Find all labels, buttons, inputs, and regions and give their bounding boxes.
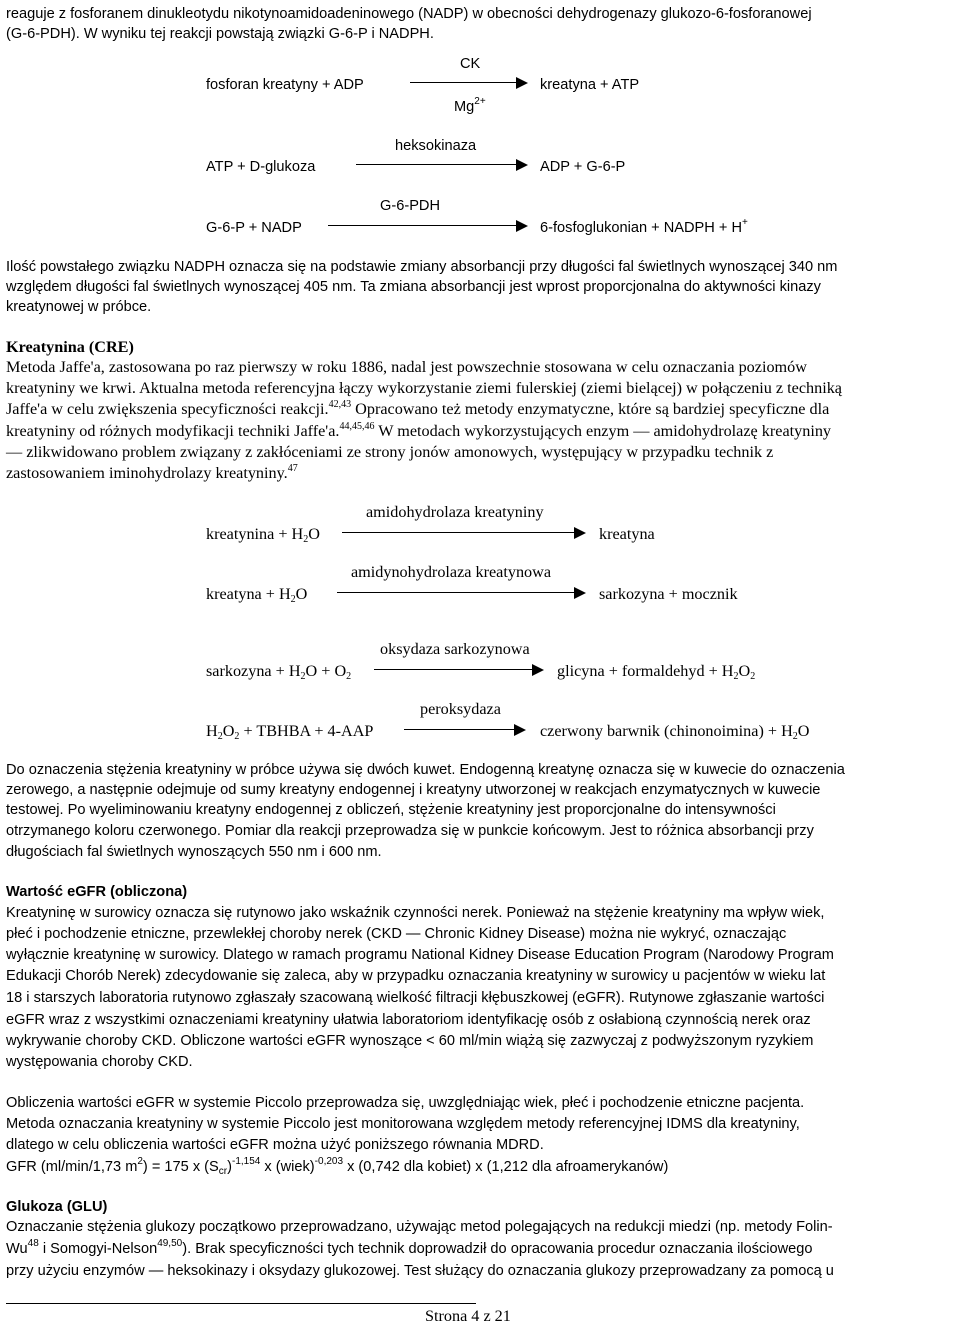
glu-heading: Glukoza (GLU) bbox=[6, 1199, 108, 1215]
enzyme-label: peroksydaza bbox=[420, 700, 501, 718]
reaction-right: kreatyna bbox=[599, 525, 655, 543]
para1-line-3: kreatynowej w próbce. bbox=[6, 299, 152, 315]
para2-line-5: długościach fal świetlnych wynoszących 550 nm i 600 nm. bbox=[6, 844, 382, 860]
reaction-arrow bbox=[356, 158, 528, 172]
para2-line-2: zerowego, a następnie odejmuje od sumy kreatyny endogennej i kreatyny utworzonej w reakcjach enzymatycznych w kuwecie bbox=[6, 782, 821, 798]
reaction-right: kreatyna + ATP bbox=[540, 77, 640, 93]
page-number: Strona 4 z 21 bbox=[425, 1307, 511, 1325]
piccolo-line-1: Obliczenia wartości eGFR w systemie Piccolo przeprowadza się, uwzględniając wiek, płeć i pochodzenie etniczne pacjenta. bbox=[6, 1095, 805, 1111]
egfr-line-6: eGFR wraz z wszystkimi oznaczeniami kreatyniny ułatwia laboratoriom identyfikację osób z osłabioną czynnością nerek oraz bbox=[6, 1012, 811, 1028]
para2-line-3: testowej. Po wyeliminowaniu kreatyny endogennej z obliczeń, stężenie kreatyniny jest proporcjonalne do intensywności bbox=[6, 802, 776, 818]
cre-line-5: — zlikwidowano problem związany z zakłóceniami ze strony jonów amonowych, występujący w przypadku technik z bbox=[6, 443, 774, 461]
reaction-arrow bbox=[342, 526, 586, 540]
reaction-right: glicyna + formaldehyd + $H_2O_2$ bbox=[557, 662, 756, 682]
reaction-left: G-6-P + NADP bbox=[206, 220, 302, 236]
enzyme-label: amidohydrolaza kreatyniny bbox=[366, 503, 544, 521]
reaction-arrow bbox=[337, 586, 586, 600]
enzyme-label: G-6-PDH bbox=[380, 198, 440, 214]
reaction-left: kreatyna + $H_2O$ bbox=[206, 585, 308, 605]
reaction-right: ADP + G-6-P bbox=[540, 159, 626, 175]
glu-line-2: Wu$^{48}$ i Somogyi-Nelson$^{49,50}$). Brak specyficzności tych technik doprowadził do opracowania procedur oznaczania ilościowego bbox=[6, 1238, 813, 1257]
para2-line-1: Do oznaczenia stężenia kreatyniny w próbce używa się dwóch kuwet. Endogenną kreatynę oznacza się w kuwecie do oznaczenia bbox=[6, 762, 845, 778]
reaction-arrow bbox=[374, 663, 544, 677]
egfr-line-8: występowania choroby CKD. bbox=[6, 1054, 193, 1070]
reaction-left: sarkozyna + $H_2O + O_2$ bbox=[206, 662, 352, 682]
reaction-left: $H_2O_2$ + TBHBA + 4-AAP bbox=[206, 722, 374, 742]
piccolo-line-2: Metoda oznaczania kreatyniny w systemie Piccolo jest monitorowana względem metody referencyjnej IDMS dla kreatyniny, bbox=[6, 1116, 800, 1132]
egfr-line-4: Edukacji Chorób Nerek) zdecydowanie się zaleca, aby w przypadku oznaczania kreatyniny w surowicy u pacjentów w wieku lat bbox=[6, 968, 826, 984]
para1-line-1: Ilość powstałego związku NADPH oznacza się na podstawie zmiany absorbancji przy długości fal świetlnych wynoszącej 340 nm bbox=[6, 259, 838, 275]
para1-line-2: względem długości fal świetlnych wynoszącej 405 nm. Ta zmiana absorbancji jest wprost proporcjonalna do aktywności kinazy bbox=[6, 279, 821, 295]
reaction-right: sarkozyna + mocznik bbox=[599, 585, 738, 603]
egfr-heading: Wartość eGFR (obliczona) bbox=[6, 884, 188, 900]
reaction-arrow bbox=[404, 723, 526, 737]
cre-line-6: zastosowaniem iminohydrolazy kreatyniny.$^{47}$ bbox=[6, 463, 298, 482]
enzyme-label: CK bbox=[460, 56, 481, 72]
reaction-left: ATP + D-glukoza bbox=[206, 159, 316, 175]
egfr-line-7: wykrywanie choroby CKD. Obliczone wartości eGFR wynoszące < 60 ml/min wiążą się zazwyczaj z podwyższonym ryzykiem bbox=[6, 1033, 814, 1049]
para2-line-4: otrzymanego koloru czerwonego. Pomiar dla reakcji przeprowadza się w punkcie końcowym. Jest to różnica absorbancji przy bbox=[6, 823, 814, 839]
egfr-line-2: płeć i pochodzenie etniczne, przewlekłej choroby nerek (CKD — Chronic Kidney Disease) można nie wykryć, oznaczając bbox=[6, 926, 787, 942]
intro-line-2: (G-6-PDH). W wyniku tej reakcji powstają związki G-6-P i NADPH. bbox=[6, 26, 434, 42]
reaction-arrow bbox=[328, 219, 528, 233]
egfr-line-1: Kreatyninę w surowicy oznacza się rutynowo jako wskaźnik czynności nerek. Ponieważ na stężenie kreatyniny ma wpływ wiek, bbox=[6, 905, 825, 921]
cre-line-1: Metoda Jaffe'a, zastosowana po raz pierwszy w roku 1886, nadal jest powszechnie stosowana w celu oznaczania poziomów bbox=[6, 358, 807, 376]
reaction-right: 6-fosfoglukonian + NADPH + H+ bbox=[540, 217, 748, 236]
cofactor-label: $Mg^{2+}$ bbox=[454, 96, 486, 115]
cre-line-2: kreatyniny we krwi. Aktualna metoda referencyjna łączy wykorzystanie ziemi fulerskiej (ziemi bielącej) w połączeniu z techniką bbox=[6, 379, 842, 397]
reaction-right: czerwony barwnik (chinonoimina) + $H_2O$ bbox=[540, 722, 810, 742]
intro-line-1: reaguje z fosforanem dinukleotydu nikotynoamidoadeninowego (NADP) w obecności dehydrogenazy glukozo-6-fosforanowej bbox=[6, 6, 812, 22]
enzyme-label: oksydaza sarkozynowa bbox=[380, 640, 530, 658]
footer-divider bbox=[6, 1303, 476, 1304]
enzyme-label: amidynohydrolaza kreatynowa bbox=[351, 563, 552, 581]
glu-line-1: Oznaczanie stężenia glukozy początkowo przeprowadzano, używając metod polegających na redukcji miedzi (np. metody Folin- bbox=[6, 1219, 833, 1235]
cre-line-4: kreatyniny od różnych modyfikacji techniki Jaffe'a.$^{44,45,46}$ W metodach wykorzystujących enzym — amidohydrolazę kreatyniny bbox=[6, 421, 832, 440]
enzyme-label: heksokinaza bbox=[395, 138, 477, 154]
cre-line-3: Jaffe'a w celu zwiększenia specyficzności reakcji.$^{42,43}$ Opracowano też metody enzymatyczne, które są bardziej specyficzne dla bbox=[6, 399, 830, 418]
piccolo-line-3: dlatego w celu obliczenia wartości eGFR można użyć poniższego równania MDRD. bbox=[6, 1137, 544, 1153]
egfr-line-3: wyłącznie kreatyninę w surowicy. Dlatego w ramach programu National Kidney Disease Education Program (Narodowy Program bbox=[6, 947, 834, 963]
reaction-arrow bbox=[410, 76, 528, 90]
reaction-left: fosforan kreatyny + ADP bbox=[206, 77, 364, 93]
cre-heading: Kreatynina (CRE) bbox=[6, 338, 134, 356]
reaction-left: kreatynina + $H_2O$ bbox=[206, 525, 320, 545]
glu-line-3: przy użyciu enzymów — heksokinazy i oksydazy glukozowej. Test służący do oznaczania glukozy przeprowadzany za pomocą u bbox=[6, 1263, 834, 1279]
mdrd-formula: GFR (ml/min/1,73 $m^2) = 175$ x $(S_{cr})^{-1,154}$ x (wiek)$^{-0,203}$ x (0,742 dla kobiet) x (1,212 dla afroamerykanów) bbox=[6, 1156, 669, 1177]
egfr-line-5: 18 i starszych laboratoria rutynowo zgłaszały szacowaną wielkość filtracji kłębuszkowej (eGFR). Rutynowe zgłaszanie wartości bbox=[6, 990, 825, 1006]
